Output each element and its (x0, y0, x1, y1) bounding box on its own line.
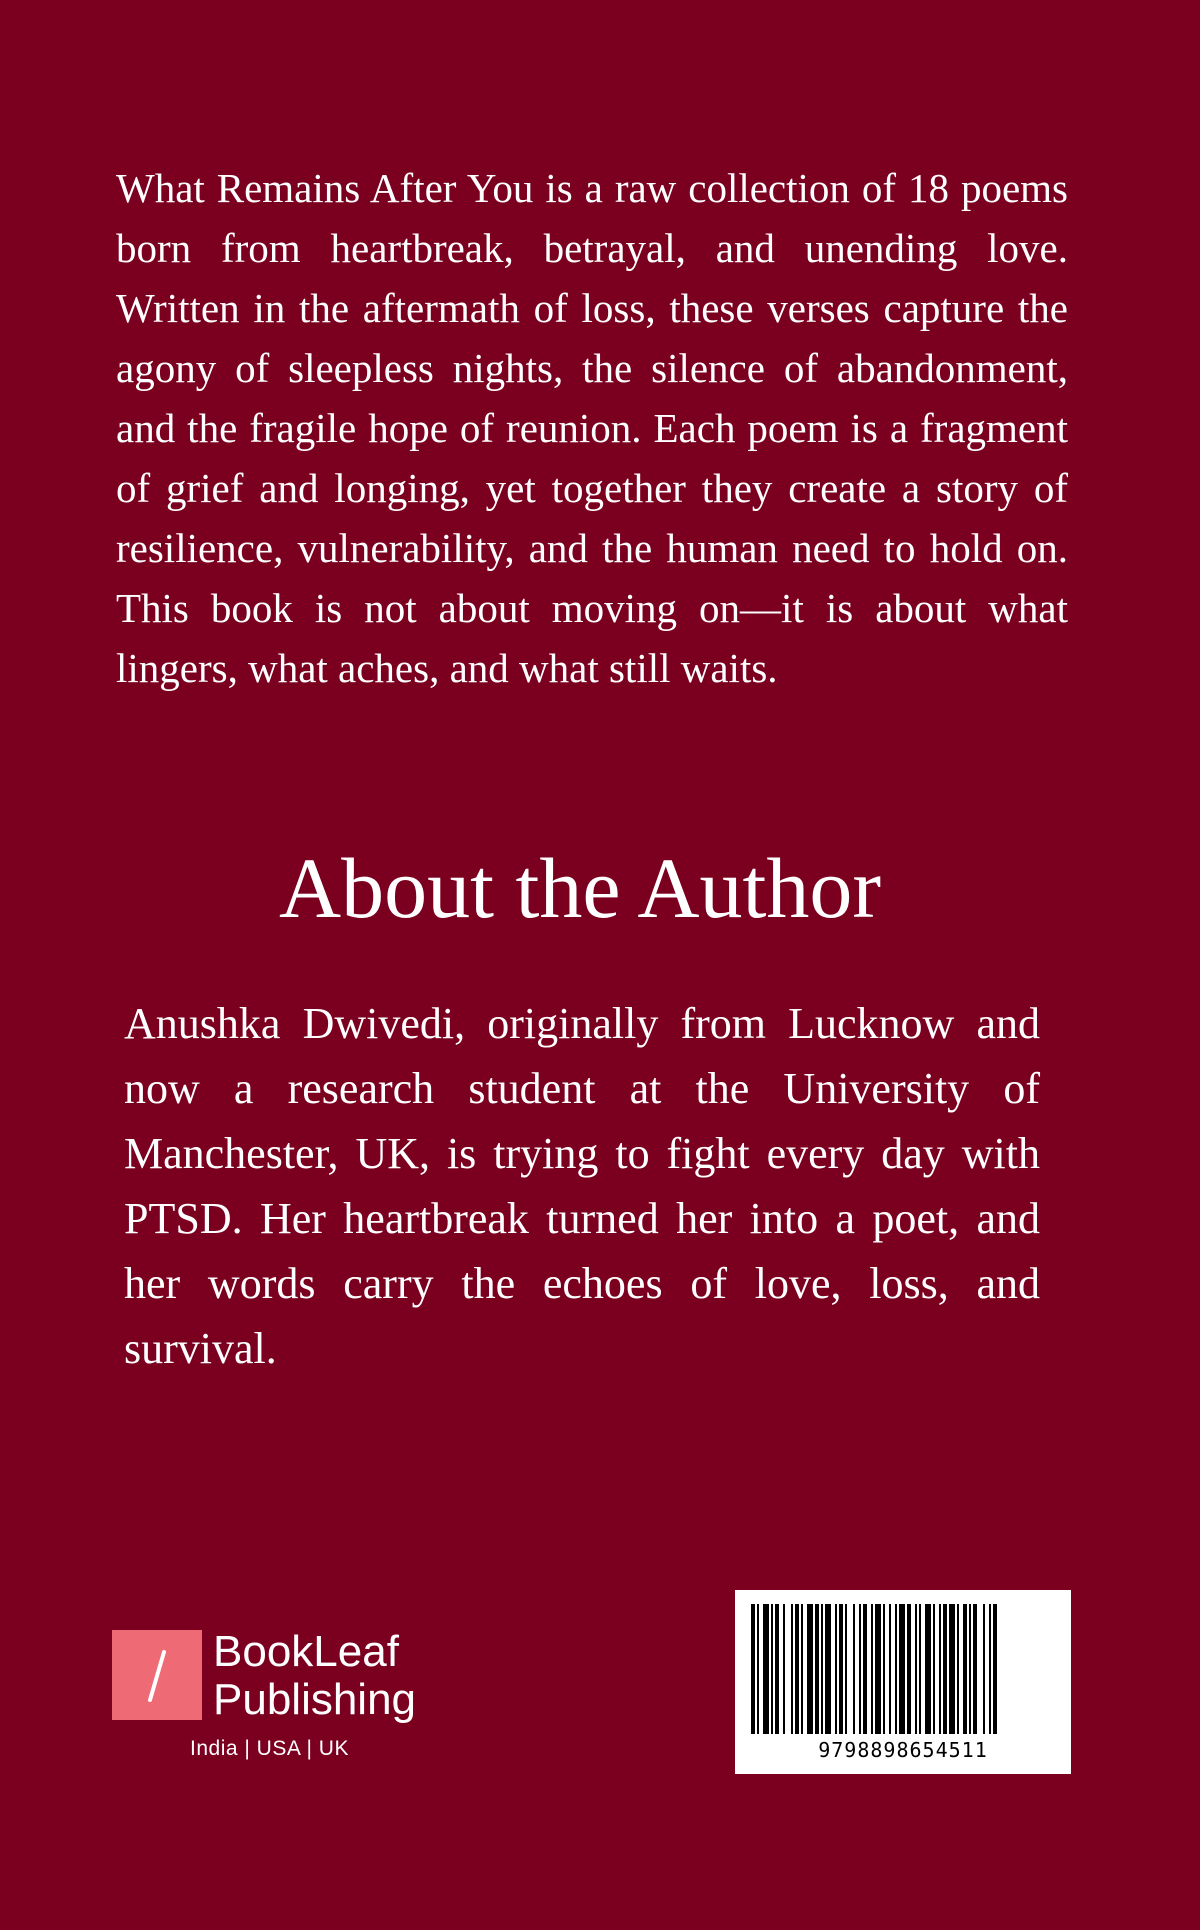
barcode-icon (751, 1604, 1055, 1734)
barcode-bar (973, 1604, 977, 1734)
barcode-bar (925, 1604, 931, 1734)
barcode-bar (775, 1604, 779, 1734)
barcode-bar (871, 1604, 873, 1734)
barcode-bar (889, 1604, 891, 1734)
publisher-logo (112, 1628, 472, 1768)
publisher-name (213, 1628, 416, 1724)
barcode-bar (957, 1604, 959, 1734)
barcode-bar (835, 1604, 837, 1734)
publisher-regions: India | USA | UK (190, 1737, 349, 1760)
barcode-bar (989, 1604, 991, 1734)
barcode-bar (963, 1604, 967, 1734)
barcode-bar (751, 1604, 755, 1734)
publisher-name-line2: Publishing (213, 1675, 417, 1724)
barcode-bar (825, 1604, 831, 1734)
isbn-number: 9798898654511 (818, 1738, 988, 1762)
barcode-bar (763, 1604, 769, 1734)
barcode-bar (815, 1604, 819, 1734)
barcode-bar (969, 1604, 971, 1734)
barcode-bar (899, 1604, 905, 1734)
barcode-bar (919, 1604, 921, 1734)
author-bio: Anushka Dwivedi, originally from Lucknow and now a research student at the University of Manchester, UK, is trying to fight every day with PTSD. Her heartbreak turned her into a poet, and her words carry the echoes of love, loss, and survival. (124, 999, 1040, 1373)
barcode-bar (907, 1604, 911, 1734)
book-blurb: What Remains After You is a raw collection of 18 poems born from heartbreak, betrayal, and unending love. Written in the aftermath of loss, these verses capture the agony of sleepless nights, the silence of abandonment, and the fragile hope of reunion. Each poem is a fragment of grief and longing, yet together they create a story of resilience, vulnerability, and the human need to hold on. This book is not about moving on—it is about what lingers, what aches, and what still waits. (116, 165, 1068, 691)
slash-logo-icon (112, 1630, 202, 1720)
barcode-bar (983, 1604, 985, 1734)
barcode-bar (863, 1604, 867, 1734)
barcode-bar (853, 1604, 855, 1734)
barcode-bar (795, 1604, 799, 1734)
barcode-bar (875, 1604, 881, 1734)
barcode-bar (915, 1604, 917, 1734)
publisher-name-line1: BookLeaf (213, 1627, 399, 1676)
barcode-bar (949, 1604, 955, 1734)
barcode-bar (771, 1604, 773, 1734)
barcode-bar (845, 1604, 847, 1734)
barcode-bar (939, 1604, 941, 1734)
barcode-bar (821, 1604, 823, 1734)
barcode-bar (783, 1604, 785, 1734)
barcode-bar (757, 1604, 759, 1734)
barcode-bar (791, 1604, 793, 1734)
barcode-bar (859, 1604, 861, 1734)
barcode-bar (883, 1604, 885, 1734)
about-author-heading: About the Author (279, 840, 881, 936)
isbn-barcode (735, 1590, 1071, 1774)
barcode-bar (807, 1604, 813, 1734)
barcode-bar (839, 1604, 843, 1734)
barcode-bar (933, 1604, 935, 1734)
barcode-bar (993, 1604, 997, 1734)
barcode-bar (801, 1604, 803, 1734)
barcode-bar (943, 1604, 947, 1734)
barcode-bar (895, 1604, 897, 1734)
